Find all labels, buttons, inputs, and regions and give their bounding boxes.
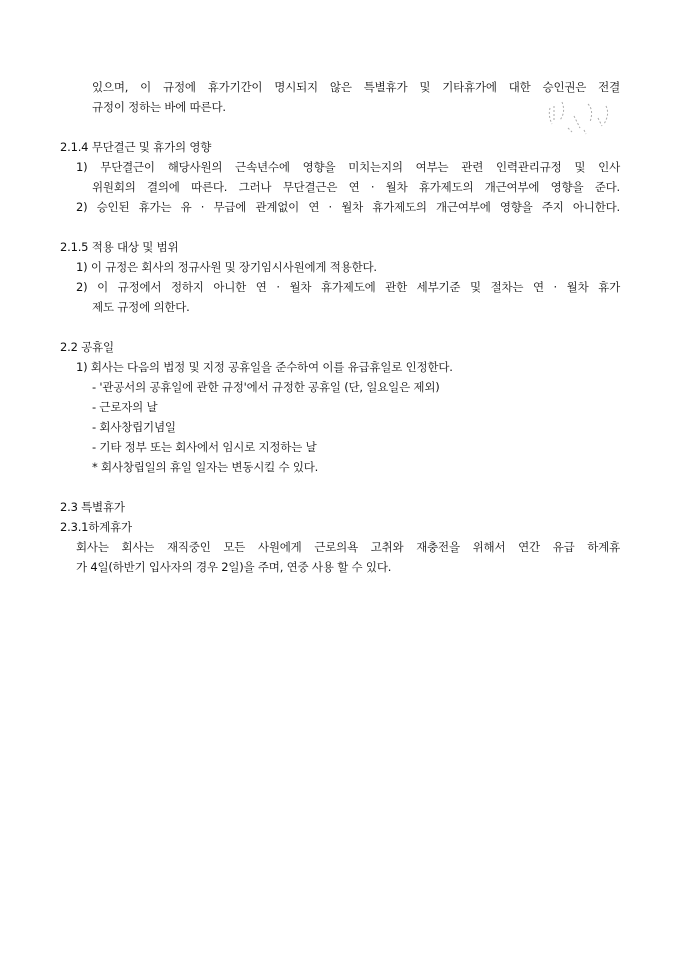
- intro-line-1: 있으며, 이 규정에 휴가기간이 명시되지 않은 특별휴가 및 기타휴가에 대한 승인권은 전결: [92, 80, 620, 94]
- section-2-1-4-item-2: 2) 승인된 휴가는 유 · 무급에 관계없이 연 · 월차 휴가제도의 개근여부에 영향을 주지 아니한다.: [76, 200, 620, 214]
- section-2-1-5-heading: 2.1.5 적용 대상 및 범위: [60, 240, 179, 254]
- section-2-3-1-line-1: 회사는 회사는 재직중인 모든 사원에게 근로의욕 고취와 재충전을 위해서 연간 유급 하계휴: [76, 540, 620, 554]
- section-2-1-5-item-2-line-1: 2) 이 규정에서 정하지 아니한 연 · 월차 휴가제도에 관한 세부기준 및 절차는 연 · 월차 휴가: [76, 280, 620, 294]
- section-2-2-item-1: 1) 회사는 다음의 법정 및 지정 공휴일을 준수하여 이를 유급휴일로 인정한다.: [76, 360, 453, 374]
- section-2-3-1-heading: 2.3.1하계휴가: [60, 520, 132, 534]
- holiday-bullet: - '관공서의 공휴일에 관한 규정'에서 규정한 공휴일 (단, 일요일은 제외): [92, 380, 440, 394]
- holiday-note: * 회사창립일의 휴일 일자는 변동시킬 수 있다.: [92, 460, 319, 474]
- section-2-1-4-item-1-line-2: 위원회의 결의에 따른다. 그러나 무단결근은 연 · 월차 휴가제도의 개근여부에 영향을 준다.: [92, 180, 620, 194]
- holiday-bullet: - 기타 정부 또는 회사에서 임시로 지정하는 날: [92, 440, 317, 454]
- section-2-3-heading: 2.3 특별휴가: [60, 500, 125, 514]
- section-2-1-5-item-1: 1) 이 규정은 회사의 정규사원 및 장기임시사원에게 적용한다.: [76, 260, 377, 274]
- holiday-bullet: - 회사창립기념일: [92, 420, 176, 434]
- section-2-3-1-line-2: 가 4일(하반기 입사자의 경우 2일)을 주며, 연중 사용 할 수 있다.: [76, 560, 392, 574]
- section-2-1-4-item-1-line-1: 1) 무단결근이 해당사원의 근속년수에 영향을 미치는지의 여부는 관련 인력관리규정 및 인사: [76, 160, 620, 174]
- section-2-1-5-item-2-line-2: 제도 규정에 의한다.: [92, 300, 190, 314]
- scribble-mark: [540, 94, 620, 138]
- section-2-2-heading: 2.2 공휴일: [60, 340, 114, 354]
- section-2-1-4-heading: 2.1.4 무단결근 및 휴가의 영향: [60, 140, 212, 154]
- intro-line-2: 규정이 정하는 바에 따른다.: [92, 100, 226, 114]
- holiday-bullet: - 근로자의 날: [92, 400, 158, 414]
